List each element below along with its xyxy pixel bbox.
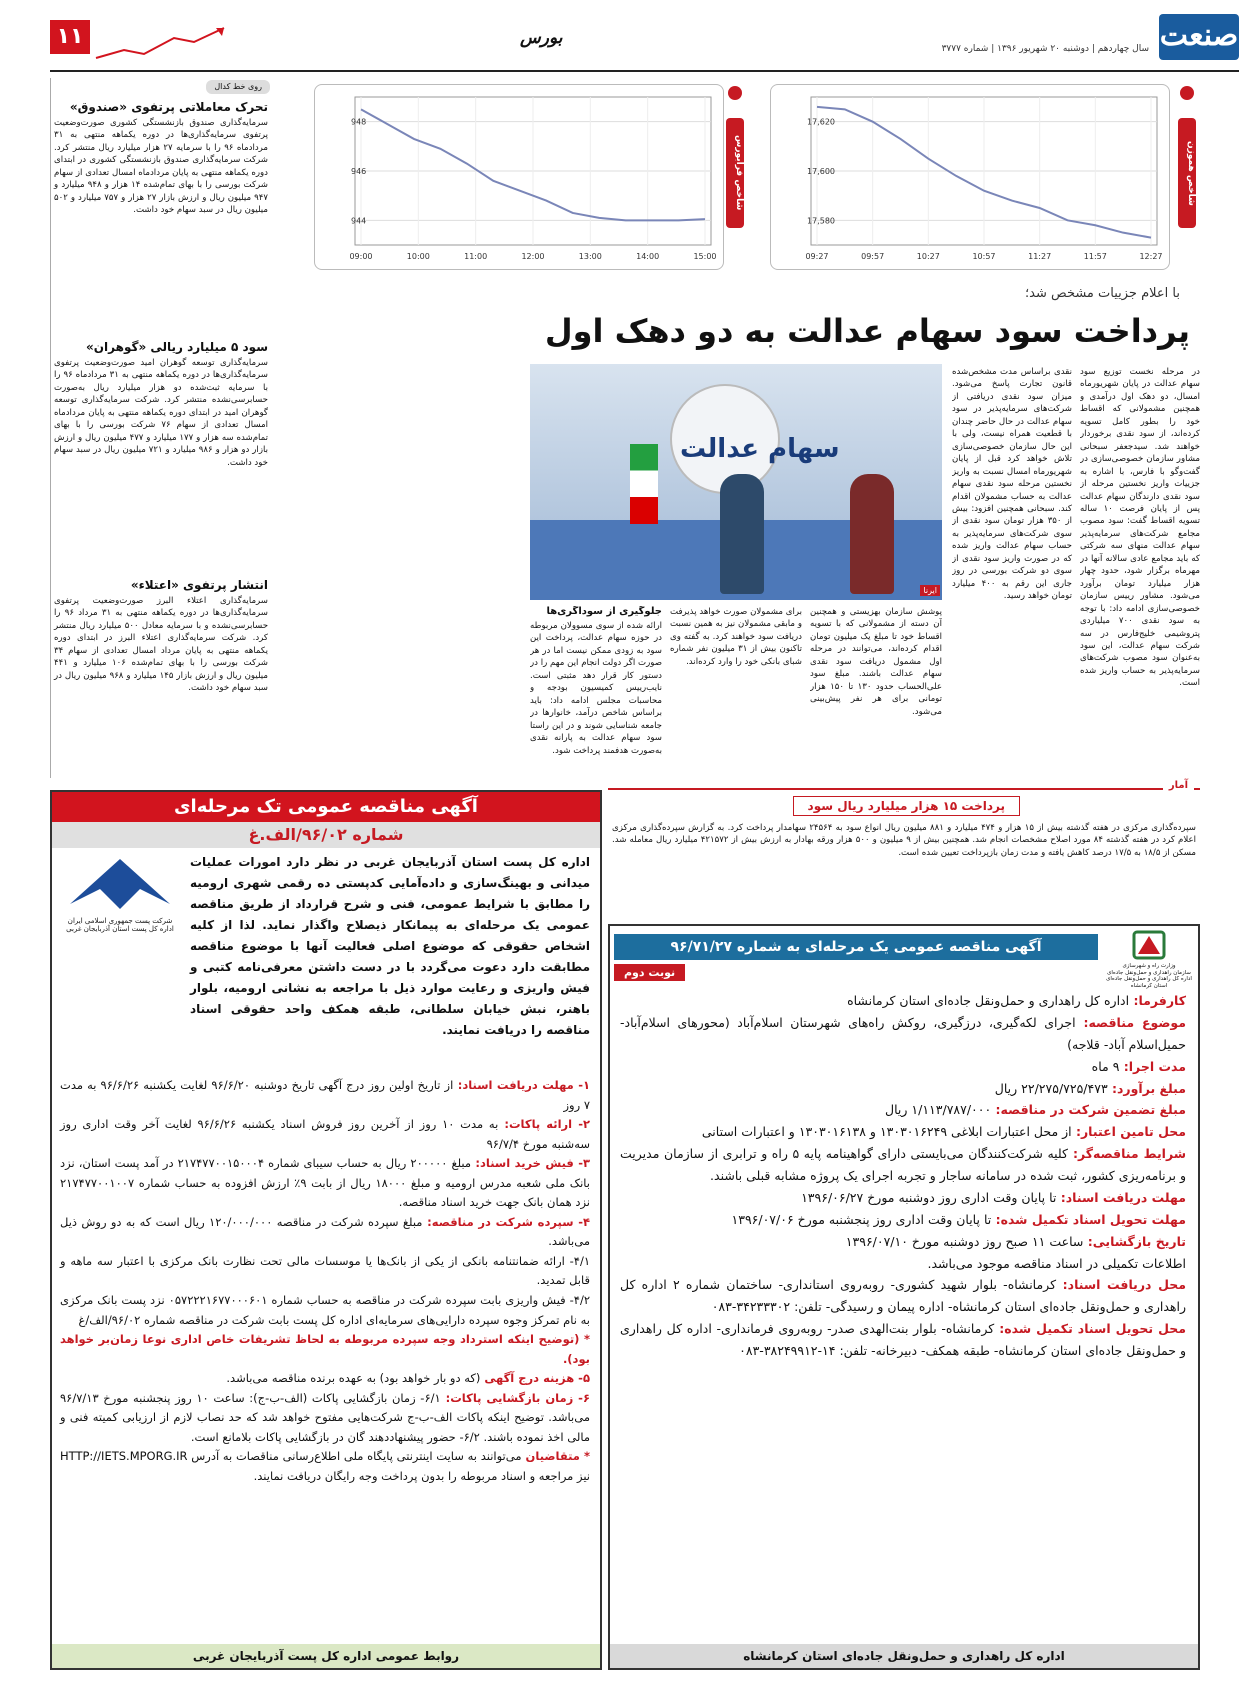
chart-left-label: شاخص فرابورس xyxy=(726,118,744,228)
x-tick-label: 09:57 xyxy=(861,252,885,261)
person-2 xyxy=(850,474,894,594)
section-title: بورس xyxy=(520,28,563,48)
ad-post-tender xyxy=(50,790,602,1670)
brief-3 xyxy=(54,578,268,695)
brief-body: سرمایه‌گذاری توسعه گوهران امید صورت‌وضعیت پرتفوی سرمایه‌گذاری‌ها در دوره یکماهه منتهی به ۳۱ مردادماه ۹۶ را با سرمایه ثبت‌شده دو هزار میلیارد ریال به‌صورت حسابرسی‌نشده منتشر کرد. شرکت سرمایه‌گذاری توسعه گوهران امید در ابتدای دوره یکماهه منتهی به پایان مردادماه امسال تعدادی از سهام ۷۶ شرکت بورسی را با بهای تمام‌شده سه هزار و ۱۷۷ میلیارد و ۴۷۷ میلیون ریال و ارزش بازار دو هزار و ۹۸۶ میلیارد و ۷۲۱ میلیون ریال در سبد سهام خود داشت. xyxy=(54,358,269,468)
chart-right-frame xyxy=(770,84,1170,270)
ad-road-item-label: محل دریافت اسناد: xyxy=(1056,1277,1186,1293)
photo-banner-text: سهام عدالت xyxy=(680,434,840,464)
ad-road-item-label: مهلت تحویل اسناد تکمیل شده: xyxy=(991,1211,1186,1227)
y-tick-label: 17,580 xyxy=(807,216,835,226)
bullet-icon xyxy=(728,86,742,100)
ad-road-item xyxy=(620,1078,1186,1100)
ad-road-item xyxy=(620,1231,1186,1253)
x-tick-label: 11:00 xyxy=(464,252,488,261)
ad-road-items xyxy=(620,990,1186,1362)
ad-post-item xyxy=(60,1369,590,1389)
stats-box xyxy=(608,780,1200,920)
ad-post-item xyxy=(60,1076,590,1115)
ad-post-item xyxy=(60,1115,590,1154)
ad-post-item-text: مبلغ ۲۰۰۰۰۰ ریال به حساب سیبای شماره ۲۱۷۴۷۷۰۰۱۵۰۰۰۴ در آمد پست استان، نزد بانک ملی شعبه مدرس ارومیه و مبلغ ۱۸۰۰۰ ریال از بابت ۹٪ ارزش افزوده به حساب شماره ۲۱۷۴۷۷۰۰۱۰۰۷ نزد همان بانک جهت خرید اسناد مناقصه. xyxy=(60,1156,591,1210)
ad-post-item-text: ۴/۱- ارائه ضمانتنامه بانکی از یکی از بانک‌ها یا موسسات مالی تحت نظارت بانک مرکزی با اعتبار سه ماهه و قابل تمدید. xyxy=(60,1253,590,1288)
article-col-4-wrap xyxy=(670,606,802,776)
post-bird-icon xyxy=(60,854,180,914)
ad-post-item-text: از تاریخ اولین روز درج آگهی تاریخ دوشنبه ۹۶/۶/۲۰ لغایت یکشنبه ۹۶/۶/۲۶ به مدت ۷ روز xyxy=(60,1078,590,1112)
ad-road-round: نوبت دوم xyxy=(614,964,685,981)
x-tick-label: 11:57 xyxy=(1083,252,1107,261)
x-tick-label: 10:57 xyxy=(972,252,996,261)
chart-left-wrap xyxy=(274,78,744,278)
ad-road-item xyxy=(620,1209,1186,1231)
brief-title: تحرک معاملاتی پرتفوی «صندوق» xyxy=(69,100,268,114)
photo-caption: جلوگیری از سوداگری‌ها xyxy=(546,606,662,617)
ad-road-item-label: مهلت دریافت اسناد: xyxy=(1056,1189,1186,1205)
briefs-column xyxy=(50,78,272,778)
brief-body: سرمایه‌گذاری اعتلاء البرز صورت‌وضعیت پرتفوی سرمایه‌گذاری‌ها در دوره یکماهه منتهی به ۳۱ مرداد ۹۶ را حسابرسی‌نشده و با سرمایه معادل ۵۰۰ میلیارد ریال منتشر کرد. شرکت سرمایه‌گذاری اعتلاء البرز در ابتدای دوره یکماهه منتهی به پایان مرداد امسال تعدادی از سهام ۳۴ شرکت بورسی را با بهای تمام‌شده ۱۰۶ میلیارد و ۴۴۱ میلیون ریال و ارزش بازار ۱۴۵ میلیارد و ۹۶۸ میلیون ریال در سبد سهام خود داشت. xyxy=(54,596,269,694)
ad-road-item-text: تا پایان وقت اداری روز پنجشنبه مورخ ۱۳۹۶/۰۷/۰۶ xyxy=(731,1211,992,1227)
ad-road-item-text: اطلاعات تکمیلی در اسناد مناقصه موجود می‌باشد. xyxy=(927,1255,1186,1271)
ad-post-item xyxy=(60,1330,590,1369)
flag xyxy=(630,444,658,524)
brief-title: سود ۵ میلیارد ریالی «گوهران» xyxy=(86,340,268,354)
post-logo xyxy=(60,854,180,954)
x-tick-label: 09:00 xyxy=(349,252,373,261)
ad-road-item-label: کارفرما: xyxy=(1129,993,1186,1008)
ad-road-item-text: تا پایان وقت اداری روز دوشنبه مورخ ۱۳۹۶/۰۶/۲۷ xyxy=(801,1189,1057,1205)
ad-post-item-label: ۴- سپرده شرکت در مناقصه: xyxy=(422,1214,591,1229)
article-title: پرداخت سود سهام عدالت به دو دهک اول xyxy=(544,312,1190,350)
issue-info: سال چهاردهم | دوشنبه ۲۰ شهریور ۱۳۹۶ | شماره ۳۷۷۷ xyxy=(941,44,1149,54)
ad-post-item-text: مبلغ سپرده شرکت در مناقصه ۱۲۰/۰۰۰/۰۰۰ ریال است که به دو روش ذیل می‌باشد. xyxy=(60,1214,590,1249)
road-org: وزارت راه و شهرسازی سازمان راهداری و حمل‌ونقل جاده‌ای اداره کل راهداری و حمل‌ونقل جاده‌ای استان کرمانشاه xyxy=(1106,963,1192,989)
page-number: ۱۱ xyxy=(50,20,90,54)
ad-post-item xyxy=(60,1213,590,1252)
x-tick-label: 09:27 xyxy=(805,252,829,261)
ad-post-number: شماره ۹۶/۰۲/الف.غ xyxy=(52,822,600,848)
ad-post-item-text: می‌توانند به سایت اینترنتی پایگاه ملی اطلاع‌رسانی مناقصات به آدرس HTTP://IETS.MPORG.IR نیز مراجعه و اسناد مربوطه را بدون پرداخت وجه رایگان دریافت نمایند. xyxy=(60,1449,590,1483)
ad-road-item-label: مبلغ برآورد: xyxy=(1107,1080,1186,1096)
ad-post-title: آگهی مناقصه عمومی تک مرحله‌ای xyxy=(52,792,600,822)
ad-road-title: آگهی مناقصه عمومی یک مرحله‌ای به شماره ۹۶/۷۱/۲۷ xyxy=(614,934,1098,960)
article-col-1: در مرحله نخست توزیع سود سهام عدالت در پایان شهریورماه امسال، دو دهک اول درآمدی و همچنین مشمولانی که اقساط خود را بطور کامل تسویه کرده‌اند، از سود نقدی برخوردار خواهند شد. سیدجعفر سبحانی مشاور سازمان خصوصی‌سازی در گفت‌وگو با فارس، با اشاره به جزییات واریز نخستین مرحله از سود نقدی دارندگان سهام عدالت پس از پایان فرصت ۱۰ ساله تسویه اقساط گفت: سود مصوب مجامع شرکت‌های سرمایه‌پذیر سهام عدالت منهای سه شرکتی که باید مجامع عادی سالانه آنها در مهرماه برگزار شود، حدود چهار هزار میلیارد تومان برآورد می‌شود. مشاور رییس سازمان خصوصی‌سازی ادامه داد: با توجه به سود نقدی ۷۰۰ میلیاردی پتروشیمی خلیج‌فارس در سه شرکت سهام عدالت، این سود به‌عنوان سود مصوب شرکت‌های سرمایه‌پذیر به حساب واریز شده است. xyxy=(1080,367,1200,689)
article-col-5-wrap xyxy=(530,606,662,776)
ad-road-item-label: مدت اجرا: xyxy=(1119,1058,1186,1074)
post-org: شرکت پست جمهوری اسلامی ایران اداره کل پست استان آذربایجان غربی xyxy=(66,917,174,933)
ad-road-item xyxy=(620,1274,1186,1318)
article-photo xyxy=(530,364,942,600)
ad-post-items xyxy=(60,1076,590,1486)
y-tick-label: 17,620 xyxy=(807,117,835,127)
brief-body: سرمایه‌گذاری صندوق بازنشستگی کشوری صورت‌وضعیت پرتفوی سرمایه‌گذاری‌ها در دوره یکماهه منتهی به ۳۱ مردادماه ۹۶ را با سرمایه ۲۷ هزار میلیارد ریال منتشر کرد. شرکت سرمایه‌گذاری صندوق بازنشستگی کشوری در ابتدای دوره یکماهه منتهی به پایان مردادماه امسال تعدادی از سهام شرکت بورسی را با بهای تمام‌شده ۱۴ هزار و ۹۴۸ میلیارد و ۹۴۷ میلیون ریال و ارزش بازار ۲۷ هزار و ۷۵۷ میلیارد و ۵۰۲ میلیون ریال در سبد سهام خود داشت. xyxy=(54,118,268,216)
brief-2 xyxy=(54,340,268,469)
ad-road-item-text: ۲۲/۲۷۵/۷۲۵/۴۷۳ ریال xyxy=(994,1080,1108,1096)
ad-road-item-text: کلیه شرکت‌کنندگان می‌بایستی دارای گواهینامه پایه ۵ راه و ترابری از سازمان مدیریت و برنامه‌ریزی کشور، ثبت شده در سامانه ساجار و تجربه اجرای یک پروژه مشابه قبلی باشند. xyxy=(620,1146,1186,1183)
ad-road-item xyxy=(620,1099,1186,1121)
ad-post-footer: روابط عمومی اداره کل پست آذربایجان غربی xyxy=(52,1644,600,1668)
ad-road-item xyxy=(620,990,1186,1012)
ad-post-intro: اداره کل پست استان آذربایجان غربی در نظر دارد امورات عملیات میدانی و بهینگ‌سازی و داده‌آمایی کدپستی ده رقمی شهری ارومیه را مطابق با شرایط عمومی، فنی و شرح قرارداد از طریق مناقصه عمومی یک مرحله‌ای به پیمانکار ذیصلاح واگذار نماید. لذا از کلیه اشخاص حقوقی که موضوع اصلی فعالیت آنها با موضوع مناقصه مطابقت دارد دعوت می‌گردد با در دست داشتن معرفی‌نامه کتبی و فیش واریزی و رعایت موارد ذیل با مراجعه به نشانی ارومیه، بلوار باهنر، نبش خیابان سلطانی، طبقه همکف واحد حقوقی اسناد مناقصه را دریافت نمایند. xyxy=(190,855,590,1037)
ad-post-item xyxy=(60,1291,590,1330)
ad-post-item-label: * متقاضیان xyxy=(521,1449,590,1464)
article-col-2: نقدی براساس مدت مشخص‌شده قانون تجارت پاسخ می‌شود. میزان سود نقدی دریافتی از شرکت‌های سرمایه‌پذیر در سود سهام عدالت در حال حاضر چندان با قطعیت همراه نیست، ولی با این حال سازمان خصوصی‌سازی تلاش خواهد کرد قبل از پایان شهریورماه امسال نسبت به واریز نخستین مرحله سود نقدی سهام عدالت به حساب مشمولان اقدام کند. سبحانی همچنین افزود: بیش از ۳۵۰ هزار تومان سود نقدی از سوی شرکت‌های سرمایه‌پذیر به حساب سهام عدالت واریز شده که در صورت واریز سود نقدی از سوی دو شرکت بورسی در روز جاری این رقم به ۴۰۰ میلیارد تومان خواهد رسید. xyxy=(952,367,1072,602)
brief-1 xyxy=(54,100,268,217)
article-col-3: پوشش سازمان بهزیستی و همچنین آن دسته از مشمولانی که با تسویه اقساط خود تا مبلغ یک میلیون تومان اقدام کرده‌اند، می‌توانند در مرحله اول مشمول دریافت سود نقدی سهام عدالت باشند. مبلغ سود علی‌الحساب حدود ۱۳۰ تا ۱۵۰ هزار تومانی برای هر نفر پیش‌بینی می‌شود. xyxy=(810,607,942,717)
ad-post-item-text: (که دو بار خواهد بود) به عهده برنده مناقصه می‌باشد. xyxy=(226,1371,481,1386)
x-tick-label: 10:00 xyxy=(406,252,430,261)
ad-road-item-text: اداره کل راهداری و حمل‌ونقل جاده‌ای استان کرمانشاه xyxy=(847,993,1130,1008)
page-header xyxy=(50,14,1239,72)
ad-road-item xyxy=(620,1253,1186,1275)
main-article xyxy=(280,284,1200,784)
x-tick-label: 15:00 xyxy=(693,252,717,261)
stats-body: سپرده‌گذاری مرکزی در هفته گذشته بیش از ۱۵ هزار و ۴۷۴ میلیارد و ۸۸۱ میلیون ریال انواع سود به ۲۴۵۶۴ سهامدار پرداخت کرد. به گزارش سپرده‌گذاری مرکزی اعلام کرد در هفته گذشته ۸۴ مورد اصلاح مشخصات انجام شد. همچنین بیش از ۹ میلیون و ۵۰۰ هزار ورقه بهادار به ارزش بیش از ۴۲۱۵۷۲ میلیارد ریال معامله شد. مسکن از ۱۸/۵ به ۱۷/۵ درصد کاهش یافته و مدت زمان بازپرداخت تعیین شده است. xyxy=(612,823,1196,858)
article-kicker: با اعلام جزییات مشخص شد؛ xyxy=(1025,286,1180,301)
article-col-5: ارائه شده از سوی مسوولان مربوطه در حوزه سهام عدالت، پرداخت این سود به زودی ممکن نیست اما در هر صورت اگر دولت انجام این مهم را در دستور کار قرار دهد مثبتی است. نایب‌رییس کمیسیون بودجه و محاسبات مجلس ادامه داد: باید براساس شاخص درآمد، خانوارها در جامعه شناسایی شوند و در این راستا سود سهام عدالت به پارانه نقدی به‌صورت هدفمند پرداخت شود. xyxy=(530,621,662,756)
road-ministry-icon xyxy=(1132,930,1166,960)
ad-road-footer: اداره کل راهداری و حمل‌ونقل جاده‌ای استان کرمانشاه xyxy=(610,1644,1198,1668)
ad-post-item-label: ۳- فیش خرید اسناد: xyxy=(471,1156,591,1171)
chart-right-label: شاخص هموزن xyxy=(1178,118,1196,228)
ad-road-item-text: اجرای لکه‌گیری، درزگیری، روکش راه‌های شهرستان اسلام‌آباد (محورهای اسلام‌آباد- حمیل‌اسلام آباد- قلاجه) xyxy=(620,1014,1186,1052)
ad-road-item-text: از محل اعتبارات ابلاغی ۱۳۰۳۰۱۶۲۴۹ و ۱۳۰۳۰۱۶۱۳۸ و اعتبارات استانی xyxy=(701,1124,1072,1140)
ad-post-item xyxy=(60,1389,590,1448)
ad-road-item xyxy=(620,1143,1186,1187)
x-tick-label: 13:00 xyxy=(578,252,602,261)
ad-road-item-text: کرمانشاه- بلوار بنت‌الهدی صدر- روبه‌روی فرمانداری- اداره کل راهداری و حمل‌ونقل جاده‌ای استان کرمانشاه- طبقه همکف- دبیرخانه- تلفن: ۱۴-۳۸۲۴۹۹۱۲-۰۸۳ xyxy=(620,1321,1186,1358)
ad-road-item-text: کرمانشاه- بلوار شهید کشوری- روبه‌روی استانداری- ساختمان شماره ۲ اداره کل راهداری و حمل‌ونقل جاده‌ای استان کرمانشاه- اداره پیمان و رسیدگی- تلفن: ۳۴۲۳۳۳۰۲-۰۸۳ xyxy=(620,1277,1186,1315)
ad-road-tender xyxy=(608,924,1200,1670)
x-tick-label: 11:27 xyxy=(1028,252,1052,261)
article-col-4: برای مشمولان صورت خواهد پذیرفت و مابقی مشمولان نیز به همین نسبت دریافت سود خواهند کرد. به گفته وی تاکنون بیش از ۳۱ میلیون نفر شماره شبای بانکی خود را وارد کرده‌اند. xyxy=(670,607,802,667)
ad-road-item-label: مبلغ تضمین شرکت در مناقصه: xyxy=(991,1102,1186,1118)
y-tick-label: 17,600 xyxy=(807,167,835,176)
x-tick-label: 12:27 xyxy=(1139,252,1163,261)
ad-post-item xyxy=(60,1447,590,1486)
y-tick-label: 948 xyxy=(351,117,367,127)
ad-road-item-text: ساعت ۱۱ صبح روز دوشنبه مورخ ۱۳۹۶/۰۷/۱۰ xyxy=(845,1233,1084,1249)
ad-post-item-text: به مدت ۱۰ روز از آخرین روز فروش اسناد یکشنبه ۹۶/۶/۲۶ لغایت آخر وقت اداری روز سه‌شنبه مورخ ۹۶/۷/۴ xyxy=(60,1117,590,1151)
ad-road-item-label: محل تامین اعتبار: xyxy=(1071,1124,1186,1140)
stats-tag: آمار xyxy=(1163,780,1194,791)
ad-road-item xyxy=(620,1318,1186,1362)
ad-post-item-label: ۲- ارائه پاکات: xyxy=(498,1117,590,1132)
ad-post-item-text: ۴/۲- فیش واریزی بابت سپرده شرکت در مناقصه به حساب شماره ۰۵۷۲۲۲۱۶۷۷۰۰۰۶۰۱ نزد پست بانک مرکزی به نام تمرکز وجوه سپرده دارایی‌های سرمایه‌ای اداره کل پست بابت شرکت در مناقصه شماره ۹۶/۰۲/الف/غ xyxy=(60,1293,590,1327)
ad-post-item xyxy=(60,1154,590,1213)
briefs-tag: روی خط کدال xyxy=(206,80,270,94)
ad-post-item-label: ۶- زمان بازگشایی پاکات: xyxy=(440,1390,590,1405)
ad-road-item-label: محل تحویل اسناد تکمیل شده: xyxy=(994,1321,1186,1337)
chart-faraborse xyxy=(313,85,723,271)
bullet-icon xyxy=(1180,86,1194,100)
growth-arrow-icon xyxy=(94,24,234,64)
ad-road-item-text: ۹ ماه xyxy=(1091,1058,1120,1074)
chart-hamvazn xyxy=(769,85,1169,271)
road-logo xyxy=(1104,930,1194,989)
y-tick-label: 946 xyxy=(351,167,367,176)
chart-left-frame xyxy=(314,84,724,270)
ad-road-item xyxy=(620,1012,1186,1056)
y-tick-label: 944 xyxy=(351,216,367,226)
ad-road-item xyxy=(620,1121,1186,1143)
newspaper-logo: صنعت xyxy=(1159,14,1239,60)
ad-post-item-text: ۶/۱- زمان بازگشایی پاکات (الف-ب-ج): ساعت ۱۰ روز پنجشنبه مورخ ۹۶/۷/۱۳ می‌باشد. توضیح اینکه پاکات الف-ب-ج شرکت‌هایی مفتوح خواهد شد که حد نصاب لازم از ارزیابی کمیته فنی و مالی اخذ نموده باشند. ۶/۲- حضور پیشنهاددهند گان در بازگشایی پاکات بلامانع است. xyxy=(60,1390,590,1444)
ad-road-item xyxy=(620,1056,1186,1078)
x-tick-label: 14:00 xyxy=(636,252,660,261)
ad-road-item xyxy=(620,1187,1186,1209)
ad-road-item-label: تاریخ بازگشایی: xyxy=(1083,1233,1186,1249)
x-tick-label: 10:27 xyxy=(916,252,940,261)
chart-right-wrap xyxy=(748,78,1200,278)
brief-title: انتشار پرتفوی «اعتلاء» xyxy=(130,578,268,592)
ad-road-item-label: شرایط مناقصه‌گر: xyxy=(1068,1146,1187,1162)
ad-post-item-label: * (توضیح اینکه استرداد وجه سپرده مربوطه به لحاظ تشریفات خاص اداری نوعا زمان‌بر خواهد بود). xyxy=(60,1332,590,1366)
ad-post-item-label: ۱- مهلت دریافت اسناد: xyxy=(453,1078,591,1092)
photo-credit: ایرنا xyxy=(920,585,940,596)
person-1 xyxy=(720,474,764,594)
stats-title: پرداخت ۱۵ هزار میلیارد ریال سود xyxy=(793,796,1020,816)
ad-road-item-label: موضوع مناقصه: xyxy=(1075,1014,1186,1030)
ad-road-item-text: ۱/۱۱۳/۷۸۷/۰۰۰ ریال xyxy=(885,1102,992,1118)
x-tick-label: 12:00 xyxy=(521,252,545,261)
ad-post-item xyxy=(60,1252,590,1291)
ad-post-item-label: ۵- هزینه درج آگهی xyxy=(480,1371,590,1386)
